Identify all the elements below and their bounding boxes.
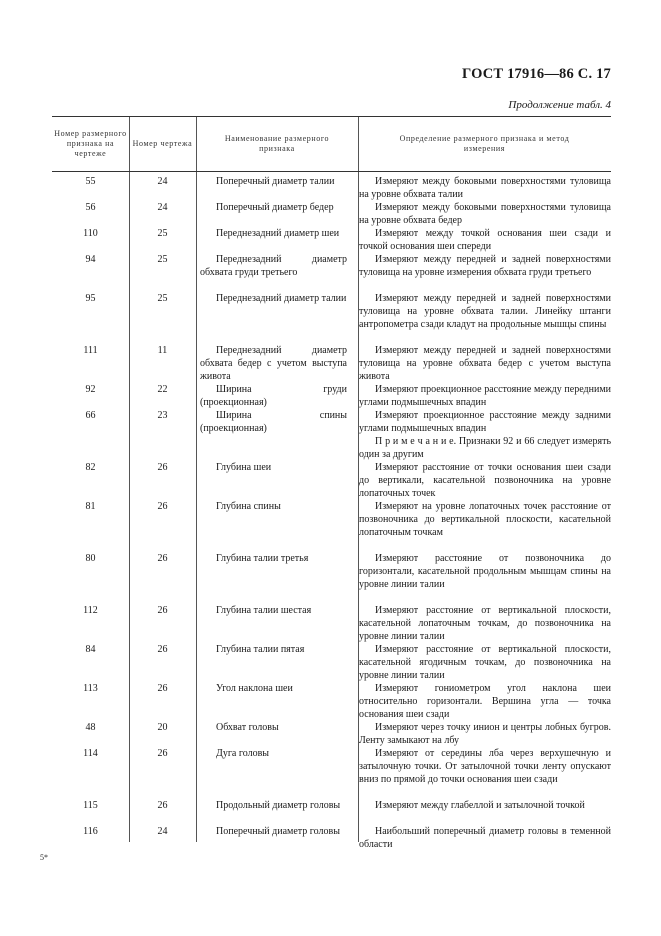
feature-definition: Измеряют между передней и задней поверхностями туловища на уровне обхвата талии. Линейку штанги антропометра сзади кладут на продольные мышцы спины [359, 293, 611, 330]
drawing-number: 11 [157, 345, 168, 356]
drawing-number: 20 [157, 722, 168, 733]
feature-name: Переднезадний диаметр талии [216, 293, 347, 304]
feature-name: Обхват головы [216, 722, 279, 733]
drawing-number: 26 [157, 683, 168, 694]
header-drawing: Номер чертежа [132, 139, 193, 148]
feature-definition: Наибольший поперечный диаметр головы в теменной области [359, 826, 611, 850]
feature-definition: Измеряют расстояние от позвоночника до горизонтали, касательной продольным мышцам спины на уровне линии талии [359, 553, 611, 590]
feature-number: 82 [85, 462, 96, 473]
feature-name: Переднезадний диаметр обхвата бедер с учетом выступа живота [200, 345, 347, 382]
document-header: ГОСТ 17916—86 С. 17 [462, 66, 611, 82]
feature-definition: Измеряют между точкой основания шеи сзади и точкой основания шеи спереди [359, 228, 611, 252]
drawing-number: 26 [157, 644, 168, 655]
drawing-number: 24 [157, 826, 168, 837]
feature-number: 116 [83, 826, 98, 837]
page-mark: 5* [40, 853, 48, 862]
feature-number: 113 [83, 683, 98, 694]
feature-definition: Измеряют между боковыми поверхностями туловища на уровне обхвата талии [359, 176, 611, 200]
column-divider [358, 117, 359, 171]
column-divider [129, 117, 130, 171]
drawing-number: 26 [157, 605, 168, 616]
feature-name: Глубина талии шестая [216, 605, 312, 616]
table-body [52, 172, 611, 850]
feature-name: Глубина спины [216, 501, 281, 512]
feature-number: 48 [85, 722, 96, 733]
feature-definition: Измеряют между передней и задней поверхностями туловища на уровне обхвата бедер с учетом выступа живота [359, 345, 611, 382]
feature-definition: Измеряют проекционное расстояние между задними углами подмышечных впадин [359, 410, 611, 434]
drawing-number: 25 [157, 228, 168, 239]
header-name: Наименование размерного признака [224, 134, 330, 153]
drawing-number: 26 [157, 748, 168, 759]
feature-name: Глубина талии третья [216, 553, 309, 564]
drawing-number: 24 [157, 202, 168, 213]
feature-number: 111 [83, 345, 98, 356]
feature-number: 92 [85, 384, 96, 395]
header-number: Номер размерного признака на чертеже [54, 129, 127, 158]
feature-definition: Измеряют между передней и задней поверхностями туловища на уровне измерения обхвата груди третьего [359, 254, 611, 278]
feature-number: 84 [85, 644, 96, 655]
feature-number: 115 [83, 800, 98, 811]
column-divider [196, 117, 197, 171]
table-note: П р и м е ч а н и е. Признаки 92 и 66 следует измерять один за другим [359, 436, 611, 460]
feature-name: Переднезадний диаметр шеи [216, 228, 340, 239]
table-continuation-label: Продолжение табл. 4 [508, 99, 611, 111]
feature-name: Поперечный диаметр головы [216, 826, 340, 837]
feature-name: Ширина спины (проекционная) [200, 410, 347, 434]
drawing-number: 26 [157, 501, 168, 512]
feature-definition: Измеряют на уровне лопаточных точек расстояние от позвоночника до вертикальной плоскости, касательной лопаточным точкам [359, 501, 611, 538]
feature-name: Поперечный диаметр талии [216, 176, 335, 187]
feature-number: 66 [85, 410, 96, 421]
feature-number: 81 [85, 501, 96, 512]
feature-name: Ширина груди (проекционная) [200, 384, 347, 408]
feature-name: Глубина шеи [216, 462, 272, 473]
feature-name: Глубина талии пятая [216, 644, 305, 655]
drawing-number: 23 [157, 410, 168, 421]
feature-number: 56 [85, 202, 96, 213]
feature-definition: Измеряют через точку инион и центры лобных бугров. Ленту замыкают на лбу [359, 722, 611, 746]
feature-name: Угол наклона шеи [216, 683, 293, 694]
feature-definition-block [359, 409, 611, 461]
feature-name: Переднезадний диаметр обхвата груди третьего [200, 254, 347, 278]
drawing-number: 25 [157, 254, 168, 265]
drawing-number: 26 [157, 553, 168, 564]
drawing-number: 25 [157, 293, 168, 304]
feature-definition: Измеряют гониометром угол наклона шеи относительно горизонтали. Вершина угла — точка основания шеи сзади [359, 683, 611, 720]
feature-number: 80 [85, 553, 96, 564]
drawing-number: 26 [157, 800, 168, 811]
feature-name: Продольный диаметр головы [216, 800, 341, 811]
drawing-number: 24 [157, 176, 168, 187]
feature-definition: Измеряют расстояние от точки основания шеи сзади до вертикали, касательной позвоночника на уровне лопаточных точек [359, 462, 611, 499]
drawing-number: 22 [157, 384, 168, 395]
feature-name: Дуга головы [216, 748, 270, 759]
feature-number: 55 [85, 176, 96, 187]
header-definition: Определение размерного признака и метод измерения [399, 134, 570, 153]
feature-number: 114 [83, 748, 98, 759]
feature-name: Поперечный диаметр бедер [216, 202, 334, 213]
feature-number: 112 [83, 605, 98, 616]
feature-definition: Измеряют от середины лба через верхушечную и затылочную точки. От затылочной точки ленту опускают вниз по прямой до точки основания шеи сзади [359, 748, 611, 785]
feature-definition: Измеряют проекционное расстояние между передними углами подмышечных впадин [359, 384, 611, 408]
table-header [52, 116, 611, 172]
feature-number: 110 [83, 228, 98, 239]
feature-definition: Измеряют расстояние от вертикальной плоскости, касательной ягодичным точкам, до позвоночника на уровне линии талии [359, 644, 611, 681]
feature-definition: Измеряют расстояние от вертикальной плоскости, касательной лопаточным точкам, до позвоночника на уровне линии талии [359, 605, 611, 642]
feature-definition: Измеряют между боковыми поверхностями туловища на уровне обхвата бедер [359, 202, 611, 226]
drawing-number: 26 [157, 462, 168, 473]
measurements-table [52, 116, 611, 850]
feature-number: 94 [85, 254, 96, 265]
feature-number: 95 [85, 293, 96, 304]
feature-definition: Измеряют между глабеллой и затылочной точкой [375, 800, 585, 811]
column-divider [196, 172, 197, 842]
